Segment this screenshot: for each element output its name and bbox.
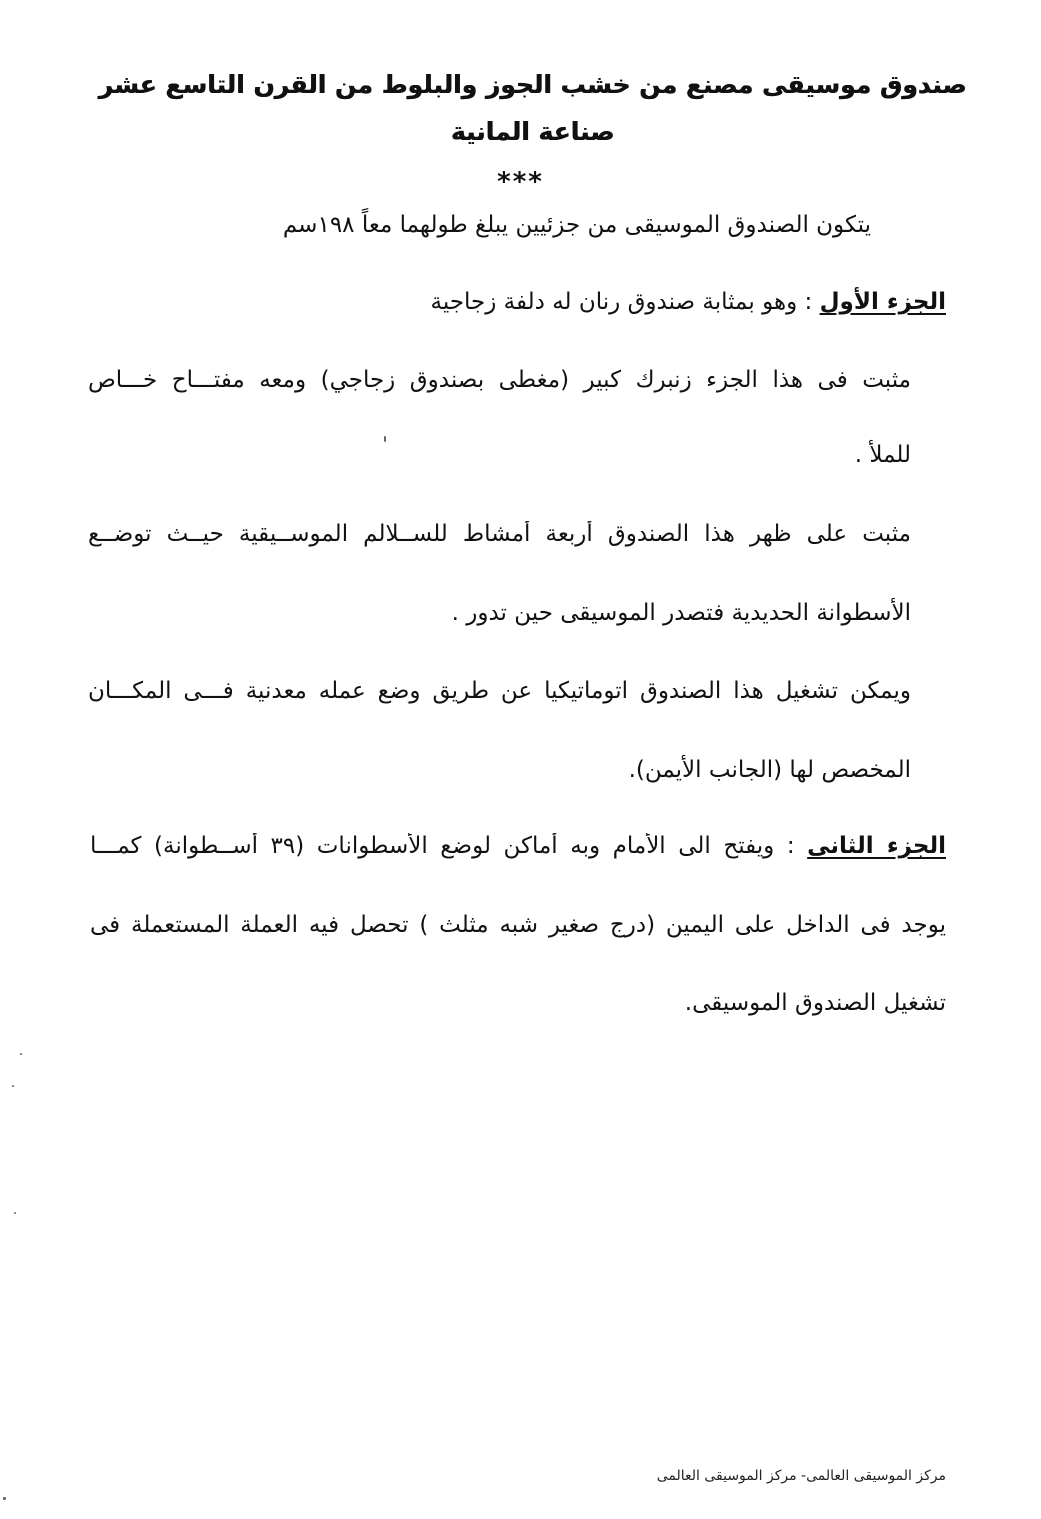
body-line-5: ويمكن تشغيل هذا الصندوق اتوماتيكيا عن طريق وضع عمله معدنية فـــى المكـــان xyxy=(88,678,911,704)
intro-paragraph: يتكون الصندوق الموسيقى من جزئيين يبلغ طولهما معاً ١٩٨سم xyxy=(282,212,871,238)
scan-speck xyxy=(20,1053,22,1055)
scan-speck xyxy=(3,1497,6,1500)
part1-heading: الجزء الأول xyxy=(819,289,946,315)
body-line-6: المخصص لها (الجانب الأيمن). xyxy=(628,757,911,783)
part1-paragraph xyxy=(431,289,946,315)
part2-paragraph xyxy=(90,833,946,867)
page-footer: مركز الموسيقى العالمى- مركز الموسيقى العالمى xyxy=(656,1468,946,1484)
scan-speck xyxy=(14,1212,16,1214)
part1-text: : وهو بمثابة صندوق رنان له دلفة زجاجية xyxy=(430,289,820,315)
document-subtitle: صناعة المانية xyxy=(450,117,615,146)
body-line-7: يوجد فى الداخل على اليمين (درج صغير شبه مثلث ) تحصل فيه العملة المستعملة فى xyxy=(90,912,946,938)
part2-text: : ويفتح الى الأمام وبه أماكن لوضع الأسطوانات (٣٩ أســطوانة) كمـــا xyxy=(90,833,808,859)
scan-speck xyxy=(12,1085,14,1087)
body-line-2: للملأ . xyxy=(854,442,911,468)
part2-heading: الجزء الثانى xyxy=(807,833,946,859)
separator-stars: *** xyxy=(497,167,544,197)
body-line-8: تشغيل الصندوق الموسيقى. xyxy=(684,990,946,1016)
scan-speck xyxy=(384,436,386,442)
body-line-3: مثبت على ظهر هذا الصندوق أربعة أمشاط للســلالم الموســيقية حيــث توضــع xyxy=(88,521,911,547)
body-line-4: الأسطوانة الحديدية فتصدر الموسيقى حين تدور . xyxy=(451,600,911,626)
document-title: صندوق موسيقى مصنع من خشب الجوز والبلوط من القرن التاسع عشر xyxy=(98,70,967,99)
body-line-1: مثبت فى هذا الجزء زنبرك كبير (مغطى بصندوق زجاجي) ومعه مفتـــاح خـــاص xyxy=(88,367,911,393)
